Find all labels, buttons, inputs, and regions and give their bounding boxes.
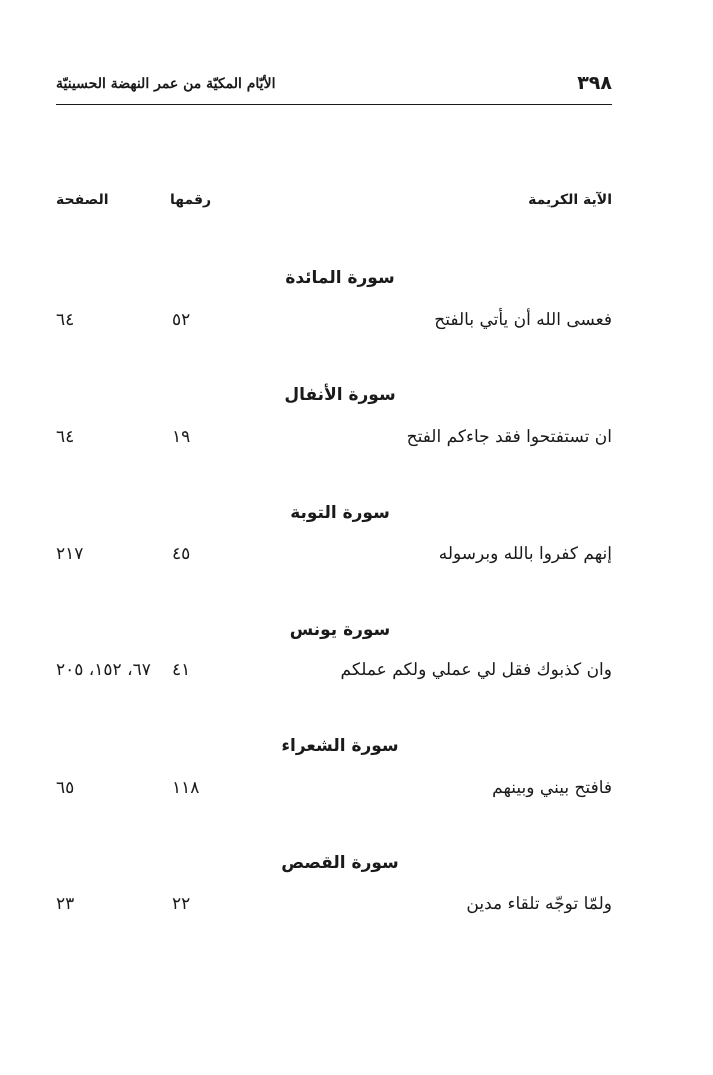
verse-text: فعسى الله أن يأتي بالفتح	[434, 310, 612, 330]
verse-row	[0, 660, 713, 686]
verse-number: ٢٢	[172, 894, 191, 914]
column-header-number: رقمها	[170, 192, 212, 208]
verse-text: إنهم كفروا بالله وبرسوله	[438, 544, 612, 564]
verse-text: فافتح بيني وبينهم	[492, 778, 612, 798]
column-header-page: الصفحة	[56, 192, 109, 208]
verse-text: وان كذبوك فقل لي عملي ولكم عملكم	[340, 660, 612, 680]
surah-title: سورة يونس	[289, 620, 391, 640]
verse-page: ٦٥	[56, 778, 75, 798]
surah-title: سورة المائدة	[285, 268, 395, 288]
surah-title: سورة القصص	[281, 853, 399, 873]
verse-page: ٦٧، ١٥٢، ٢٠٥	[56, 660, 151, 680]
header-rule	[56, 104, 612, 105]
surah-title: سورة الشعراء	[281, 736, 399, 756]
verse-page: ٢١٧	[56, 544, 84, 564]
verse-number: ٤٥	[172, 544, 191, 564]
column-header-verse: الآية الكريمة	[528, 192, 612, 208]
verse-row	[0, 894, 713, 920]
verse-number: ١٩	[172, 427, 191, 447]
running-title: الأيّام المكيّة من عمر النهضة الحسينيّة	[56, 76, 276, 92]
verse-row	[0, 427, 713, 453]
verse-page: ٦٤	[56, 427, 75, 447]
verse-row	[0, 544, 713, 570]
verse-page: ٢٣	[56, 894, 75, 914]
verse-row	[0, 310, 713, 336]
verse-text: ولمّا توجّه تلقاء مدين	[466, 894, 612, 914]
verse-number: ١١٨	[172, 778, 200, 798]
verse-number: ٥٢	[172, 310, 191, 330]
verse-text: ان تستفتحوا فقد جاءكم الفتح	[406, 427, 612, 447]
page-header	[56, 72, 612, 102]
page-number: ٣٩٨	[577, 72, 612, 94]
verse-page: ٦٤	[56, 310, 75, 330]
surah-title: سورة التوبة	[290, 503, 390, 523]
verse-number: ٤١	[172, 660, 191, 680]
verse-row	[0, 778, 713, 804]
surah-title: سورة الأنفال	[284, 385, 396, 405]
